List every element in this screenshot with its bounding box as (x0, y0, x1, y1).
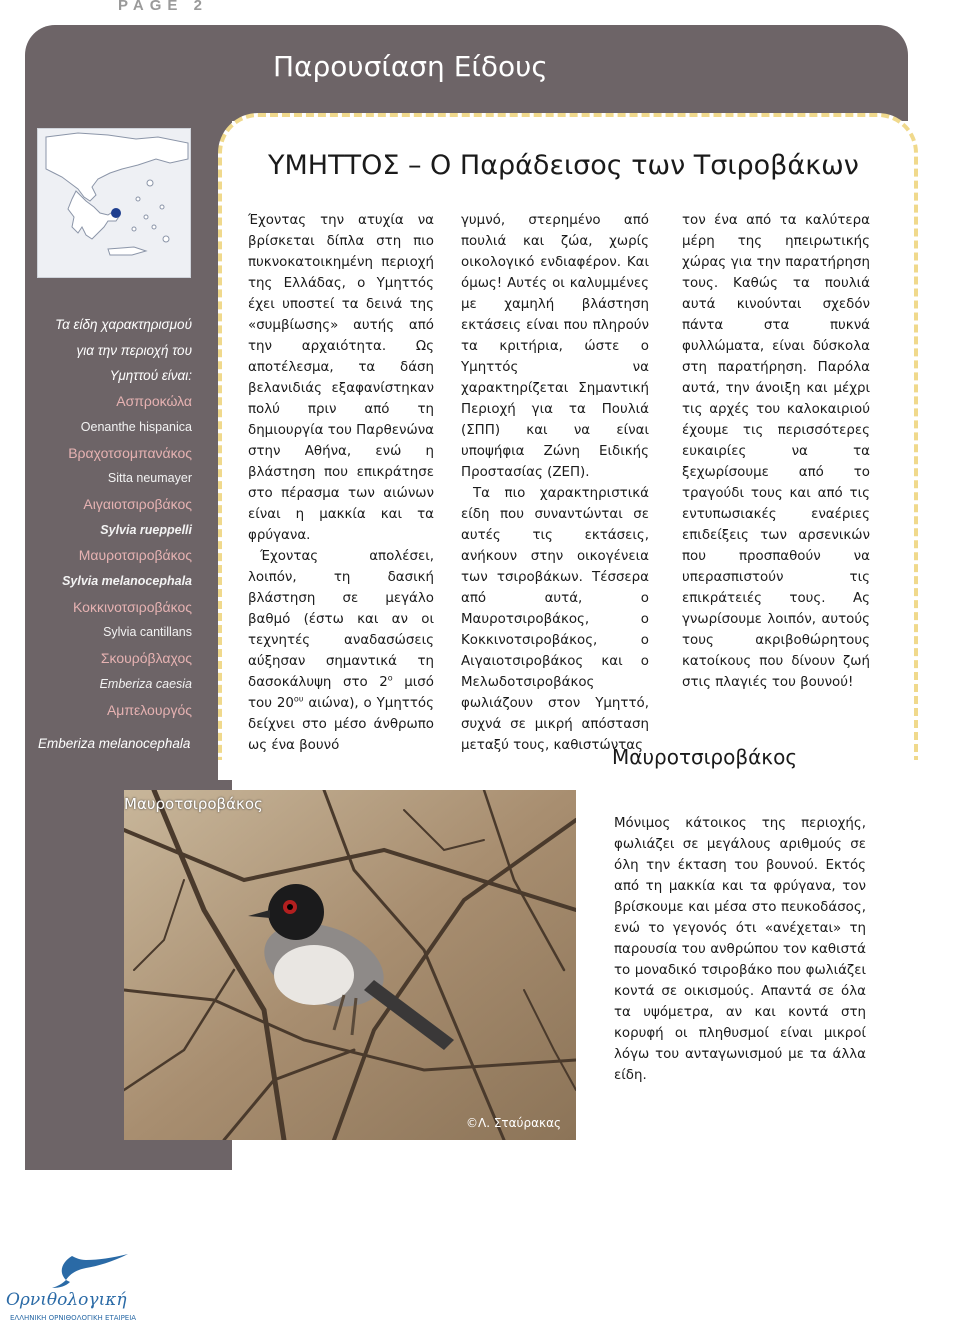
species-greek-name: Ασπροκώλα (116, 393, 192, 410)
map-icon (38, 129, 190, 277)
article-paragraph: Έχοντας απολέσει, λοιπόν, τη δασική βλάστηση σε μεγάλο βαθμό (έστω και αν οι τεχνητές αναδασώσεις αύξησαν σημαντικά τη δασοκάλυψη στο $2^o$ μισό του $20^{o\upsilon}$ αιώνα), ο Υμηττός δείχνει στο μέσο άνθρωπο ως ένα βουνό (248, 549, 434, 753)
species-latin-name: Sylvia melanocephala (62, 574, 192, 589)
species-description (614, 813, 866, 1086)
page-number-label: PAGE 2 (118, 0, 208, 14)
logo-subtitle: ΕΛΛΗΝΙΚΗ ΟΡΝΙΘΟΛΟΓΙΚΗ ΕΤΑΙΡΕΙΑ (10, 1314, 137, 1322)
page-title: Παρουσίαση Είδους (273, 50, 548, 83)
organization-logo (2, 1252, 132, 1322)
photo-caption: Μαυροτσιροβάκος (124, 795, 263, 813)
article-paragraph: Έχοντας την ατυχία να βρίσκεται δίπλα στη πιο πυκνοκατοικημένη περιοχή της Ελλάδας, ο Υμηττός έχει υποστεί τα δεινά της «συμβίωσης» αυτής από την αρχαιότητα. Ως αποτέλεσμα, τα δάση βελανιδιάς εξαφανίστηκαν πολύ πριν από τη δημιουργία του Παρθενώνα στην Αθήνα, ενώ η βλάστηση που επικράτησε στο πέρασμα των αιώνων είναι η μακκία και τα φρύγανα. (248, 213, 434, 543)
article-paragraph: γυμνό, στερημένο από πουλιά και ζώα, χωρίς οικολογικό ενδιαφέρον. Και όμως! Αυτές οι καλυμμένες με χαμηλή βλάστηση εκτάσεις είναι που πληρούν τα κριτήρια, ώστε ο Υμηττός να χαρακτηρίζεται Σημαντική Περιοχή για τα Πουλιά (ΣΠΠ) και να είναι υποψήφια Ζώνη Ειδικής Προστασίας (ΖΕΠ). (461, 213, 649, 480)
species-greek-name: Αμπελουργός (106, 701, 192, 718)
species-latin-name: Oenanthe hispanica (80, 419, 192, 434)
species-greek-name: Βραχοτσομπανάκος (68, 444, 192, 461)
article-column-1 (248, 210, 434, 756)
species-description-text: Μόνιμος κάτοικος της περιοχής, φωλιάζει σε μεγάλους αριθμούς σε όλη την έκταση του βουνού. Εκτός από τη μακκία και τα φρύγανα, τον βρίσκουμε και μέσα στο πευκοδάσος, ενώ το γεγονός ότι «ανέχεται» τη παρουσία του ανθρώπου τον καθιστά το μοναδικό τσιροβάκο που φωλιάζει κοντά σε οικισμούς. Απαντά σε όλα τα υψόμετρα, αν και κοντά στη κορυφή οι πληθυσμοί είναι μικροί λόγω του ανταγωνισμού με τα άλλα είδη. (614, 816, 866, 1083)
species-intro-line: Υμηττού είναι: (109, 368, 192, 384)
bird-logo-icon (2, 1252, 132, 1292)
article-column-3 (682, 210, 870, 693)
species-intro-line: Τα είδη χαρακτηρισμού (55, 317, 192, 332)
article-headline: ΥΜΗΤΤΟΣ – Ο Παράδεισος των Τσιροβάκων (268, 150, 859, 181)
logo-name: Ορνιθολογική (6, 1290, 127, 1310)
species-latin-name: Sylvia cantillans (103, 625, 192, 640)
species-intro-line: για την περιοχή του (76, 342, 192, 358)
species-list (30, 312, 192, 723)
bird-photo (124, 790, 576, 1140)
species-heading: Μαυροτσιροβάκος (612, 745, 798, 769)
species-latin-name: Sylvia rueppelli (100, 522, 192, 537)
sardinian-warbler-photo-icon (124, 790, 576, 1140)
article-column-2 (461, 210, 649, 756)
species-greek-name: Κοκκινοτσιροβάκος (73, 598, 192, 615)
article-paragraph: τον ένα από τα καλύτερα μέρη της ηπειρωτικής χώρας για την παρατήρηση τους. Καθώς τα πουλιά αυτά κινούνται σχεδόν πάντα στα πυκνά φυλλώματα, είναι δύσκολα στη παρατήρηση. Παρόλα αυτά, την άνοιξη και μέχρι τις αρχές του καλοκαιριού έχουμε τις περισσότερες ευκαιρίες να τα ξεχωρίσουμε από το τραγούδι τους και από τις εντυπωσιακές εναέριες επιδείξεις των αρσενικών που προσπαθούν να υπερασπιστούν τις επικράτειές τους. Ας γνωρίσουμε λοιπόν, αυτούς τους ακριβοθώρητους κατοίκους που δίνουν ζωή στις πλαγιές του βουνού! (682, 213, 870, 690)
species-latin-name: Emberiza caesia (99, 676, 192, 691)
species-latin-name: Sitta neumayer (107, 471, 192, 486)
species-greek-name: Σκουρόβλαχος (100, 650, 192, 667)
species-greek-name: Αιγαιοτσιροβάκος (83, 495, 192, 512)
species-latin-name: Emberiza melanocephala (38, 736, 191, 751)
species-greek-name: Μαυροτσιροβάκος (78, 547, 192, 564)
greece-map (37, 128, 191, 278)
photo-credit: ©Λ. Σταύρακας (466, 1116, 562, 1130)
article-paragraph: Τα πιο χαρακτηριστικά είδη που συναντώνται σε αυτές τις εκτάσεις, ανήκουν στην οικογένεια των τσιροβάκων. Τέσσερα από αυτά, ο Μαυροτσιροβάκος, ο Κοκκινοτσιροβάκος, ο Αιγαιοτσιροβάκος και ο Μελωδοτσιροβάκος φωλιάζουν στον Υμηττό, συχνά σε μικρή απόσταση μεταξύ τους, καθιστώντας (461, 486, 649, 753)
